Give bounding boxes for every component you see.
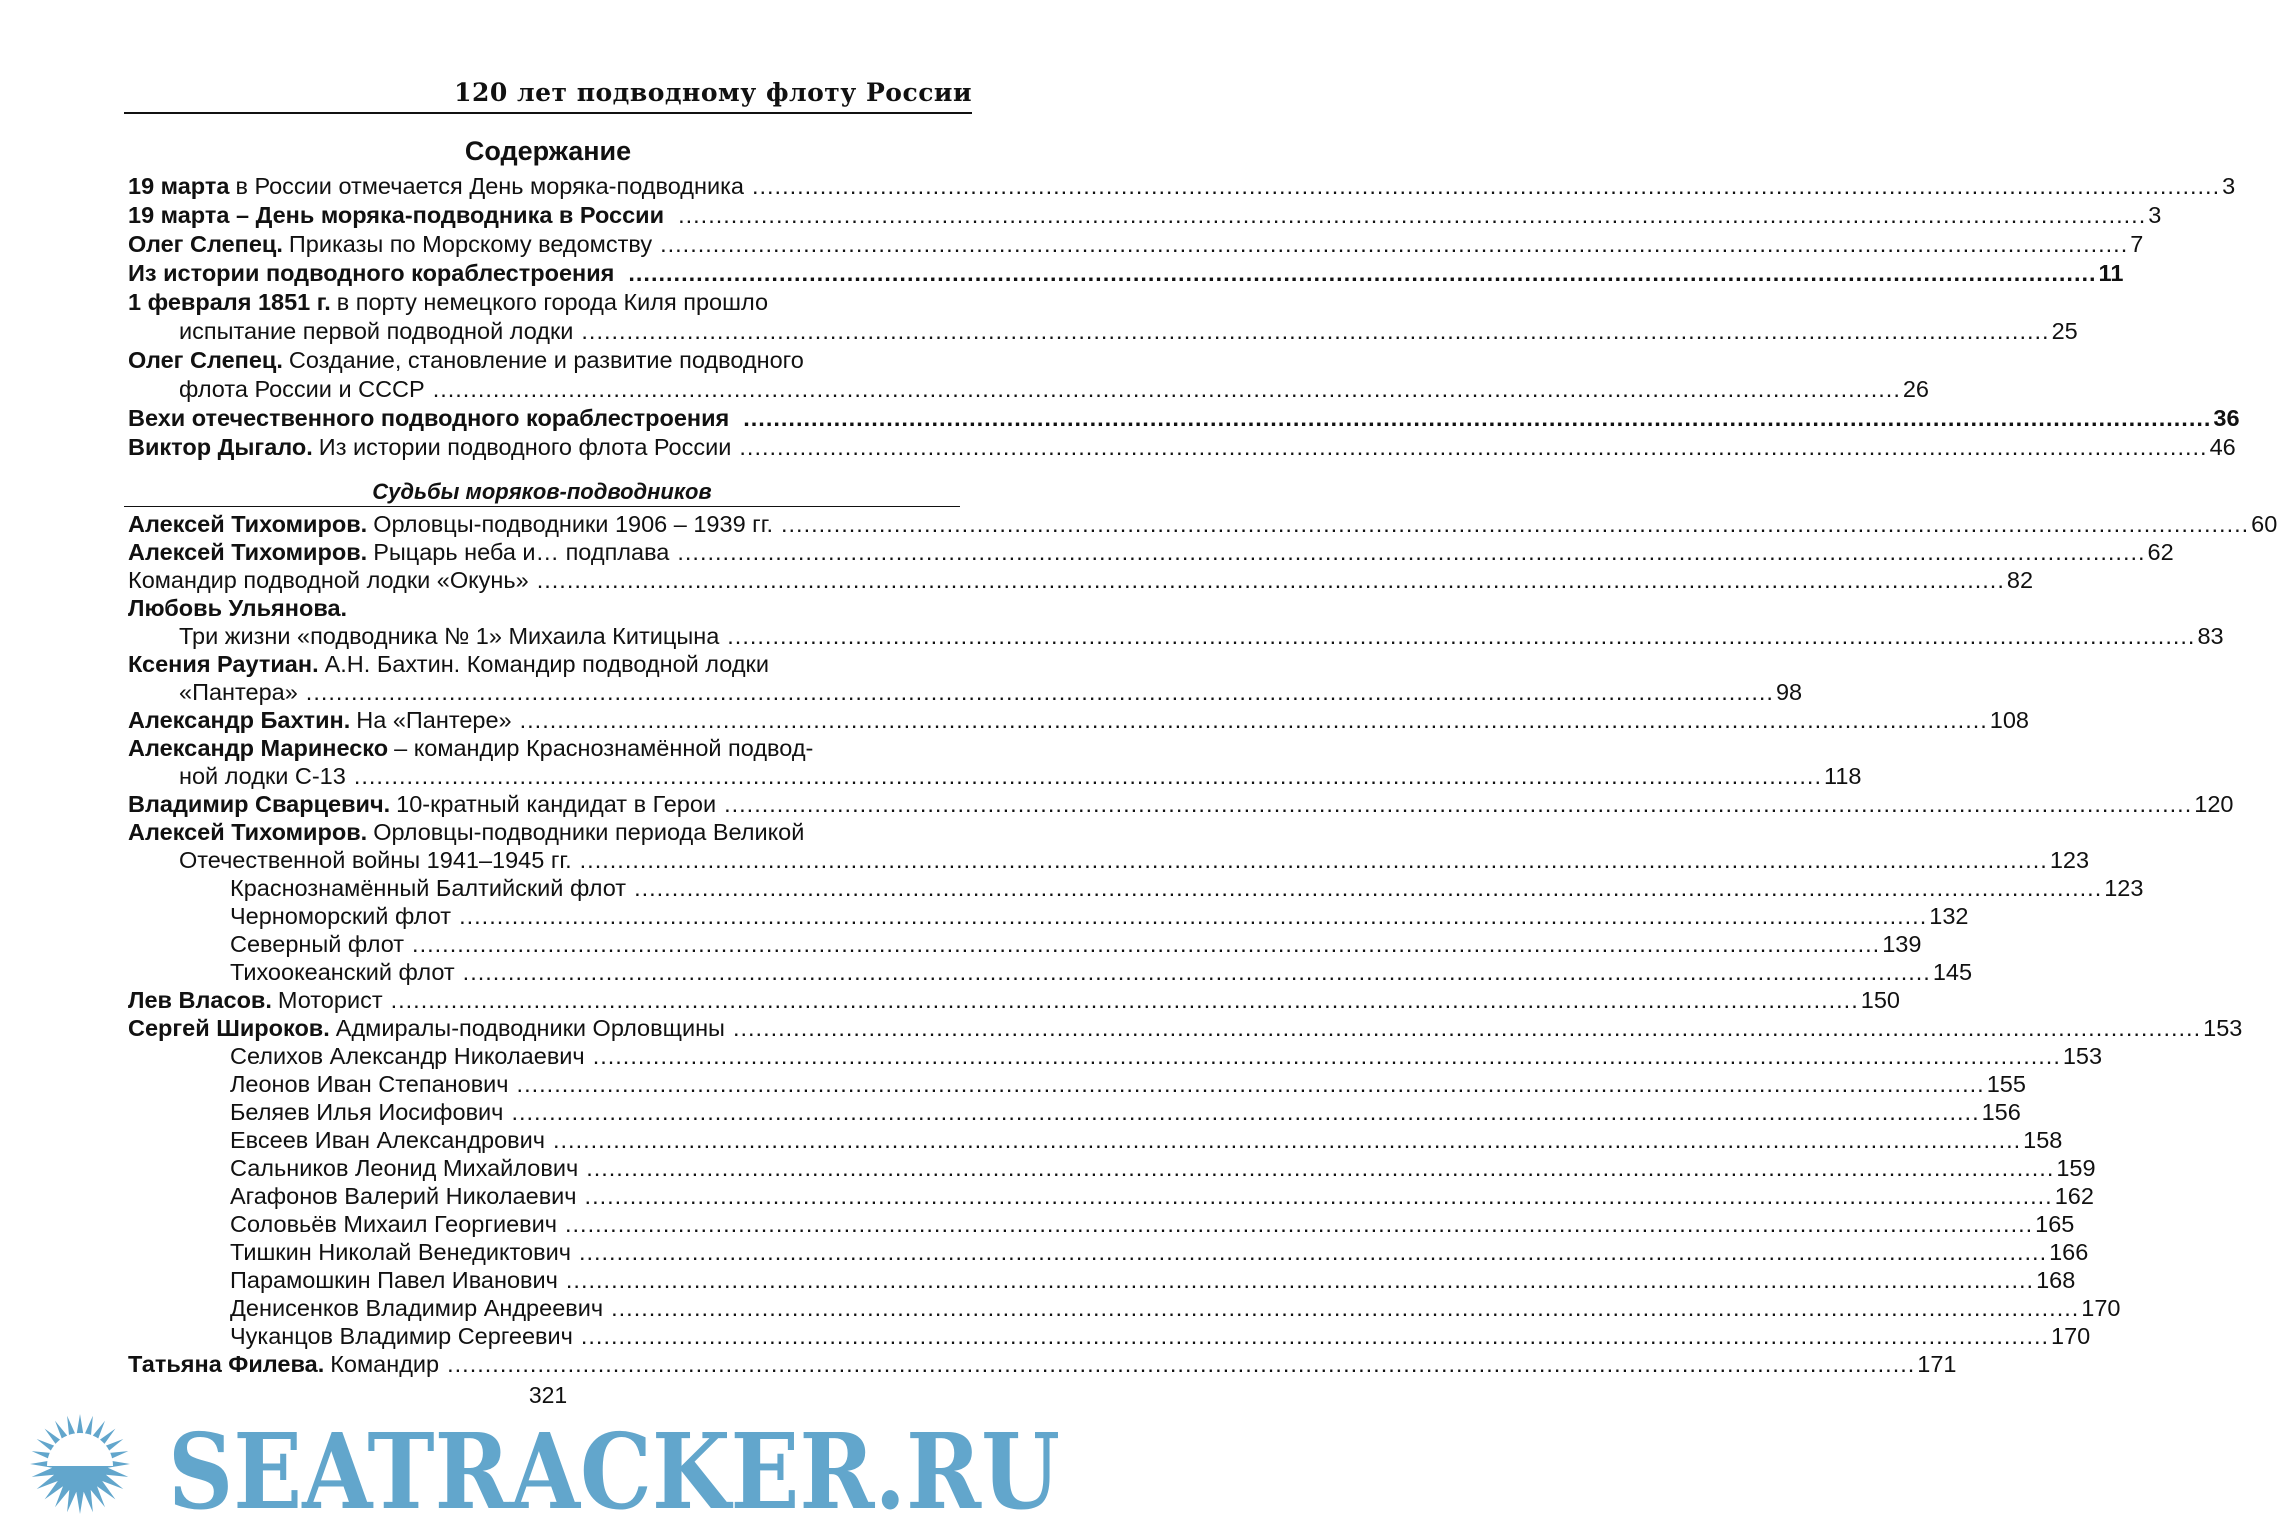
toc-entry (128, 1042, 2103, 1070)
toc-entry-page: 162 (2054, 1183, 2094, 1209)
toc-entry-title: – командир Краснознамённой подвод- (394, 735, 814, 761)
toc-entry (128, 1182, 2094, 1210)
toc-entry (128, 818, 970, 846)
toc-entry (128, 1098, 2021, 1126)
toc-entry-page: 118 (1824, 763, 1862, 789)
toc-entry-title: Тишкин Николай Венедиктович (230, 1239, 571, 1265)
toc-entry-title: «Пантера» (179, 679, 298, 705)
toc-entry-page: 166 (2049, 1239, 2089, 1265)
dot-leader (733, 1014, 2201, 1042)
toc-entry-title: Командир подводной лодки «Окунь» (128, 567, 529, 593)
toc-entry-title: Беляев Илья Иосифович (230, 1099, 504, 1125)
toc-entry-title: Орловцы-подводники 1906 – 1939 гг. (373, 511, 773, 537)
dot-leader (463, 958, 1931, 986)
toc-entry (128, 566, 2034, 594)
toc-entry-page: 170 (2081, 1295, 2121, 1321)
toc-entry-title: 10-кратный кандидат в Герои (396, 791, 717, 817)
dot-leader (634, 874, 2102, 902)
dot-leader (566, 1266, 2034, 1294)
toc-entry-page: 123 (2049, 847, 2090, 873)
toc-entry-page: 145 (1932, 959, 1973, 985)
toc-entry-title: Командир (330, 1351, 440, 1377)
toc-entry-author: Олег Слепец. (128, 347, 283, 373)
toc-entry-title: в России отмечается День моряка-подводника (235, 173, 744, 199)
toc-entry (128, 902, 1969, 930)
toc-entry-title: Селихов Александр Николаевич (230, 1043, 585, 1069)
toc-entry-title: Моторист (277, 987, 383, 1013)
toc-entry (128, 1154, 2096, 1182)
toc-entry (128, 1014, 2243, 1042)
toc-entry-author: Алексей Тихомиров. (128, 819, 368, 845)
toc-entry (128, 986, 1900, 1014)
toc-entry-author: Лев Власов. (128, 987, 272, 1013)
toc-entry-author: Алексей Тихомиров. (128, 539, 368, 565)
toc-entry (128, 1126, 2063, 1154)
toc-entry-author: Виктор Дыгало. (128, 434, 313, 460)
watermark-text: SEATRACKER.RU (168, 1410, 1060, 1515)
toc-entry-title: Северный флот (230, 931, 405, 957)
toc-entry-page: 153 (2203, 1015, 2243, 1041)
dot-leader (391, 986, 1859, 1014)
toc-entry (128, 1210, 2075, 1238)
toc-entry-title: Леонов Иван Степанович (230, 1071, 509, 1097)
toc-entry-title: ной лодки С-13 (179, 763, 346, 789)
toc-entry (128, 259, 2124, 288)
toc-entry-author: Любовь Ульянова. (128, 595, 348, 621)
toc-entry (128, 433, 2236, 462)
running-header: 120 лет подводному флоту России (124, 76, 972, 114)
toc-entry-page: 165 (2035, 1211, 2075, 1237)
toc-entry (128, 846, 2090, 874)
toc-entry-page: 123 (2104, 875, 2144, 901)
dot-leader (537, 566, 2005, 594)
toc-entry-title: А.Н. Бахтин. Командир подводной лодки (324, 651, 769, 677)
toc-entry (128, 622, 2224, 650)
toc-entry (128, 762, 1862, 790)
dot-leader (752, 172, 2220, 201)
dot-leader (581, 1322, 2049, 1350)
toc-entry (128, 375, 1929, 404)
toc-entry (128, 1070, 2026, 1098)
toc-entry (128, 930, 1922, 958)
dot-leader (553, 1126, 2021, 1154)
toc-entry-title: Орловцы-подводники периода Великой (373, 819, 805, 845)
toc-entry-page: 62 (2147, 539, 2174, 565)
dot-leader (517, 1070, 1985, 1098)
dot-leader (724, 790, 2192, 818)
toc-entry-title: На «Пантере» (356, 707, 512, 733)
dot-leader (628, 259, 2096, 288)
dot-leader (306, 678, 1774, 706)
toc-entry-page: 83 (2197, 623, 2224, 649)
toc-entry-title: в порту немецкого города Киля прошло (336, 289, 769, 315)
toc-entry-title: Из истории подводного флота России (318, 434, 732, 460)
toc-entry (128, 1238, 2089, 1266)
dot-leader (520, 706, 1988, 734)
dot-leader (581, 317, 2049, 346)
toc-entry-page: 156 (1981, 1099, 2021, 1125)
toc-entry-author: 19 марта (128, 173, 230, 199)
toc-entry-title: Агафонов Валерий Николаевич (230, 1183, 577, 1209)
toc-entry-author: Из истории подводного кораблестроения (128, 260, 615, 286)
toc-entry-page: 3 (2148, 202, 2162, 228)
toc-entry-page: 155 (1986, 1071, 2026, 1097)
toc-entry-author: Александр Бахтин. (128, 707, 351, 733)
toc-entry (128, 230, 2144, 259)
toc-entry-page: 11 (2098, 260, 2124, 286)
toc-entry-title: Три жизни «подводника № 1» Михаила Китицына (179, 623, 720, 649)
toc-entry (128, 317, 2078, 346)
toc-entry-page: 60 (2251, 511, 2277, 537)
toc-entry-page: 46 (2209, 434, 2236, 460)
toc-entry-author: Олег Слепец. (128, 231, 283, 257)
toc-entry (128, 1266, 2076, 1294)
toc-entry (128, 201, 2162, 230)
toc-entry (128, 790, 2234, 818)
dot-leader (433, 375, 1901, 404)
toc-entry-page: 168 (2036, 1267, 2076, 1293)
toc-entry-title: Соловьёв Михаил Георгиевич (230, 1211, 557, 1237)
toc-entry-page: 7 (2130, 231, 2144, 257)
toc-entry (128, 1350, 1957, 1378)
toc-entry (128, 1294, 2121, 1322)
toc-entry-page: 158 (2023, 1127, 2063, 1153)
toc-entry-page: 26 (1902, 376, 1929, 402)
toc-entry-page: 98 (1775, 679, 1803, 705)
section-subtitle: Судьбы моряков-подводников (124, 477, 960, 507)
dot-leader (459, 902, 1927, 930)
dot-leader (586, 1154, 2054, 1182)
toc-entry (128, 594, 970, 622)
toc-entry-title: Денисенков Владимир Андреевич (230, 1295, 604, 1321)
toc-entry (128, 734, 970, 762)
toc-entry-author: Вехи отечественного подводного кораблестроения (128, 405, 730, 431)
toc-entry-title: Чуканцов Владимир Сергеевич (230, 1323, 573, 1349)
toc-entry (128, 958, 1973, 986)
dot-leader (677, 538, 2145, 566)
toc-entry-title: Черноморский флот (230, 903, 452, 929)
dot-leader (781, 510, 2249, 538)
toc-entry-page: 171 (1917, 1351, 1957, 1377)
toc-entry-title: Парамошкин Павел Иванович (230, 1267, 558, 1293)
dot-leader (593, 1042, 2061, 1070)
toc-entry (128, 288, 970, 317)
dot-leader (678, 201, 2146, 230)
toc-entry-page: 170 (2051, 1323, 2091, 1349)
dot-leader (743, 404, 2211, 433)
toc-entry-title: Приказы по Морскому ведомству (288, 231, 653, 257)
toc-entry-author: Владимир Сварцевич. (128, 791, 391, 817)
toc-entry-page: 132 (1929, 903, 1969, 929)
toc-entry-page: 82 (2006, 567, 2034, 593)
dot-leader (660, 230, 2128, 259)
toc-entry (128, 510, 2277, 538)
sun-icon (30, 1414, 130, 1514)
toc-entry (128, 678, 1803, 706)
toc-entry-page: 25 (2051, 318, 2078, 344)
toc-entry-author: Сергей Широков. (128, 1015, 330, 1041)
toc-entry-page: 153 (2062, 1043, 2103, 1069)
toc-entry (128, 1322, 2091, 1350)
dot-leader (727, 622, 2195, 650)
toc-entry-title: Создание, становление и развитие подводного (288, 347, 804, 373)
toc-entry-author: Ксения Раутиан. (128, 651, 319, 677)
toc-entry-page: 139 (1882, 931, 1922, 957)
toc-entry (128, 172, 2236, 201)
toc-entry-title: Евсеев Иван Александрович (230, 1127, 545, 1153)
toc-entry-page: 120 (2194, 791, 2234, 817)
toc-entry-title: Сальников Леонид Михайлович (230, 1155, 579, 1181)
page-number: 321 (528, 1382, 568, 1408)
dot-leader (412, 930, 1880, 958)
toc-section-submariners (128, 510, 2277, 1378)
toc-entry-author: 19 марта – День моряка-подводника в России (128, 202, 665, 228)
toc-entry-author: 1 февраля 1851 г. (128, 289, 331, 315)
toc-title: Содержание (464, 136, 632, 166)
dot-leader (511, 1098, 1979, 1126)
toc-entry-page: 36 (2213, 405, 2240, 431)
toc-entry-page: 3 (2222, 173, 2236, 199)
watermark-logo (0, 1412, 1080, 1515)
toc-entry-author: Татьяна Филева. (128, 1351, 325, 1377)
toc-entry (128, 650, 970, 678)
dot-leader (565, 1210, 2033, 1238)
toc-entry-title: Тихоокеанский флот (230, 959, 455, 985)
toc-entry (128, 346, 970, 375)
toc-entry-title: испытание первой подводной лодки (179, 318, 574, 344)
toc-entry-title: флота России и СССР (179, 376, 425, 402)
toc-entry (128, 404, 2240, 433)
dot-leader (585, 1182, 2053, 1210)
toc-entry (128, 874, 2144, 902)
dot-leader (354, 762, 1822, 790)
toc-entry-page: 159 (2056, 1155, 2096, 1181)
toc-entry-title: Адмиралы-подводники Орловщины (335, 1015, 725, 1041)
toc-entry-page: 150 (1860, 987, 1900, 1013)
dot-leader (447, 1350, 1915, 1378)
dot-leader (611, 1294, 2079, 1322)
toc-entry-title: Краснознамённый Балтийский флот (230, 875, 627, 901)
toc-entry-author: Алексей Тихомиров. (128, 511, 368, 537)
dot-leader (580, 846, 2048, 874)
toc-entry-title: Рыцарь неба и… подплава (373, 539, 670, 565)
toc-entry (128, 706, 2029, 734)
toc-entry-title: Отечественной войны 1941–1945 гг. (179, 847, 572, 873)
dot-leader (739, 433, 2207, 462)
toc-section-main (128, 172, 2240, 462)
toc-entry (128, 538, 2174, 566)
toc-entry-author: Александр Маринеско (128, 735, 389, 761)
dot-leader (579, 1238, 2047, 1266)
toc-entry-page: 108 (1989, 707, 2029, 733)
